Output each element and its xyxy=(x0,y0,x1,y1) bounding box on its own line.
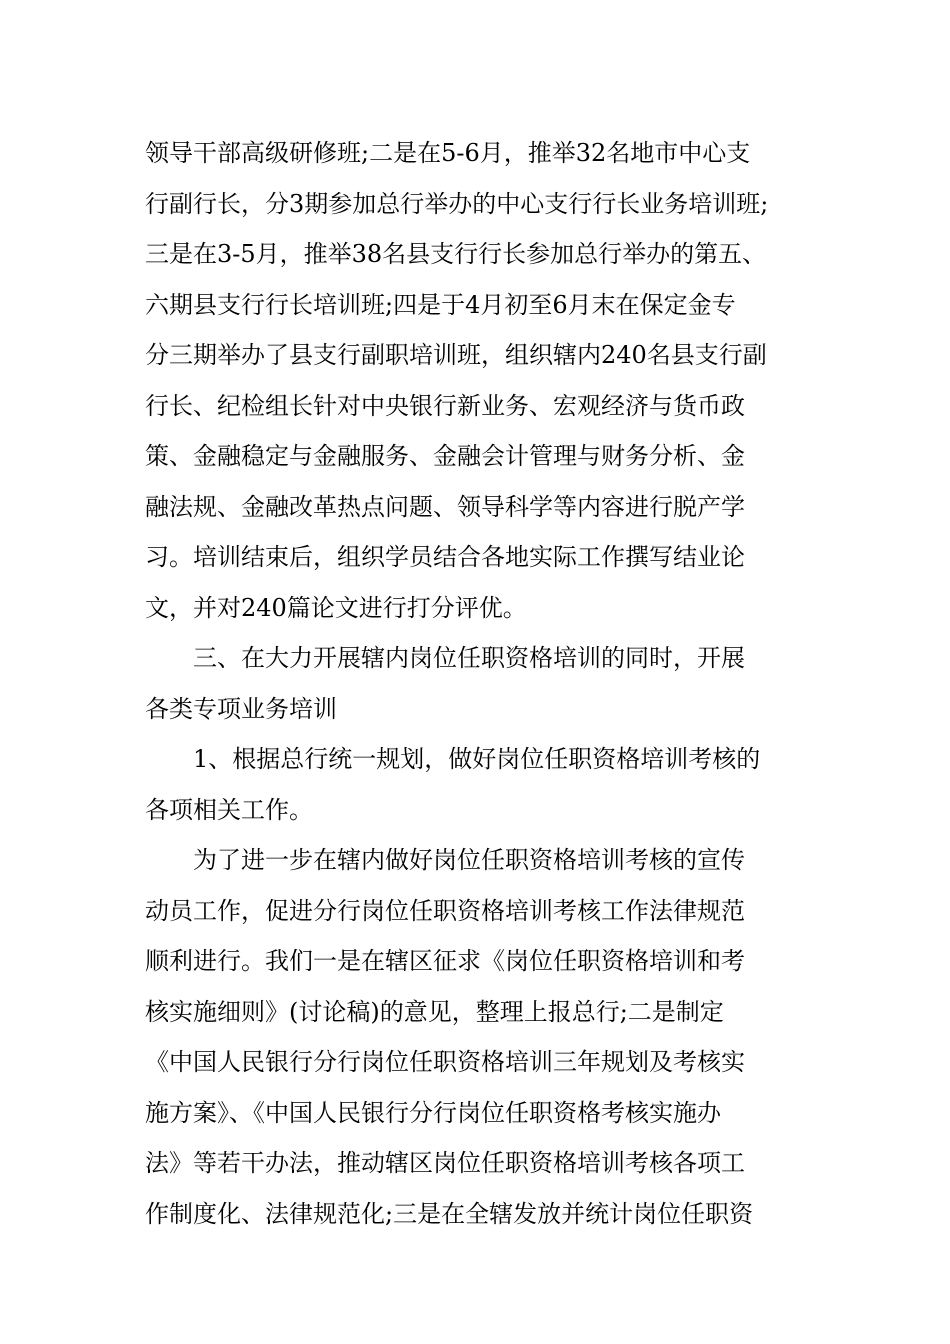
text-line: 作制度化、法律规范化;三是在全辖发放并统计岗位任职资 xyxy=(145,1199,754,1228)
text-line: 顺利进行。我们一是在辖区征求《岗位任职资格培训和考 xyxy=(145,947,745,975)
text-line: 行长、纪检组长针对中央银行新业务、宏观经济与货币政 xyxy=(145,391,745,420)
text-line: 动员工作，促进分行岗位任职资格培训考核工作法律规范 xyxy=(145,896,745,925)
section-heading-line: 各类专项业务培训 xyxy=(145,694,337,723)
text-line: 融法规、金融改革热点问题、领导科学等内容进行脱产学 xyxy=(145,492,745,521)
text-line: 法》等若干办法，推动辖区岗位任职资格培训考核各项工 xyxy=(145,1149,745,1177)
section-heading-line: 三、在大力开展辖内岗位任职资格培训的同时，开展 xyxy=(193,644,745,672)
subheading-line: 各项相关工作。 xyxy=(145,795,313,824)
text-line: 文，并对240篇论文进行打分评优。 xyxy=(145,593,527,622)
body-text xyxy=(145,128,835,1239)
text-line: 分三期举办了县支行副职培训班，组织辖内240名县支行副 xyxy=(145,341,767,369)
text-line: 六期县支行行长培训班;四是于4月初至6月末在保定金专 xyxy=(145,290,736,319)
text-line: 核实施细则》(讨论稿)的意见，整理上报总行;二是制定 xyxy=(145,997,724,1026)
text-line: 《中国人民银行分行岗位任职资格培训三年规划及考核实 xyxy=(145,1048,745,1076)
text-line: 三是在3-5月，推举38名县支行行长参加总行举办的第五、 xyxy=(145,240,767,268)
text-line: 施方案》、《中国人民银行分行岗位任职资格考核实施办 xyxy=(145,1098,721,1127)
text-line: 策、金融稳定与金融服务、金融会计管理与财务分析、金 xyxy=(145,442,745,470)
text-line: 行副行长，分3期参加总行举办的中心支行行长业务培训班; xyxy=(145,189,769,218)
text-line: 领导干部高级研修班;二是在5-6月，推举32名地市中心支 xyxy=(145,139,751,167)
text-line: 为了进一步在辖内做好岗位任职资格培训考核的宣传 xyxy=(193,846,745,874)
subheading-line: 1、根据总行统一规划，做好岗位任职资格培训考核的 xyxy=(193,745,761,773)
text-line: 习。培训结束后，组织学员结合各地实际工作撰写结业论 xyxy=(145,543,745,571)
